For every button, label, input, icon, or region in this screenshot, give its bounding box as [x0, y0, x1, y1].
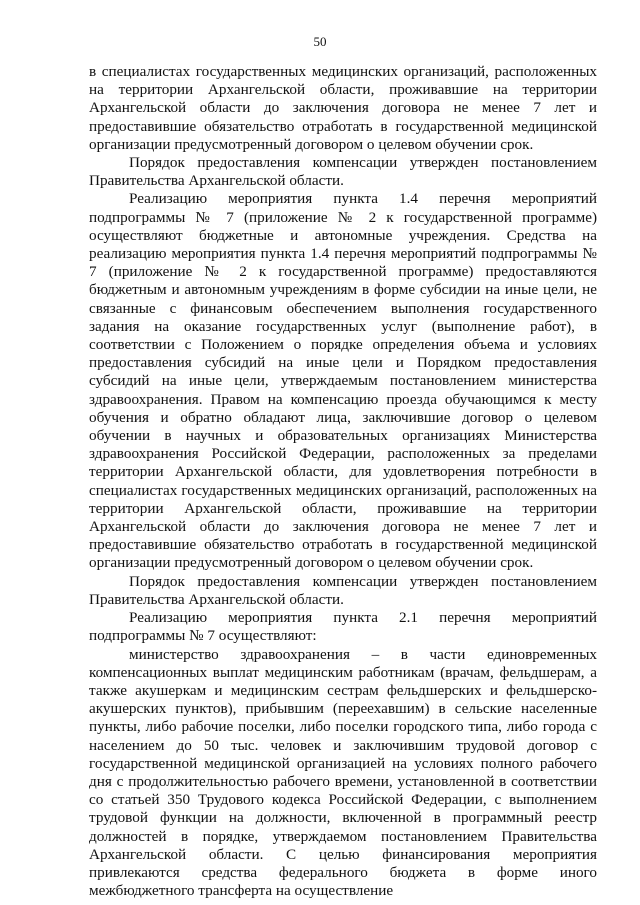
- paragraph-5: Реализацию мероприятия пункта 2.1 перечня мероприятий подпрограммы № 7 осуществляют:: [89, 609, 597, 645]
- paragraph-4: Порядок предоставления компенсации утвержден постановлением Правительства Архангельской области.: [89, 572, 597, 608]
- paragraph-6: министерство здравоохранения – в части единовременных компенсационных выплат медицинским работникам (врачам, фельдшерам, а также акушеркам и медицинским сестрам фельдшерских и фельдшерско-акушерских пунктов), прибывшим (переехавшим) в сельские населенные пункты, либо рабочие поселки, либо поселки городского типа, либо города с населением до 50 тыс. человек и заключившим трудовой договор с государственной медицинской организацией на условиях полного рабочего дня с продолжительностью рабочего времени, установленной в соответствии со статьей 350 Трудового кодекса Российской Федерации, с выполнением трудовой функции на должности, включенной в программный реестр должностей в порядке, утверждаемом постановлением Правительства Архангельской области. С целью финансирования мероприятия привлекаются средства федерального бюджета в форме иного межбюджетного трансферта на осуществление: [89, 645, 597, 900]
- body-text: [89, 63, 597, 900]
- paragraph-2: Порядок предоставления компенсации утвержден постановлением Правительства Архангельской области.: [89, 154, 597, 190]
- page-number: 50: [313, 34, 327, 49]
- paragraph-1: в специалистах государственных медицинских организаций, расположенных на территории Архангельской области, проживавшие на территории Архангельской области до заключения договора не менее 7 лет и предоставившие обязательство отработать в государственной медицинской организации предусмотренный договором о целевом обучении срок.: [89, 63, 597, 153]
- paragraph-3: Реализацию мероприятия пункта 1.4 перечня мероприятий подпрограммы № 7 (приложение № 2 к государственной программе) осуществляют бюджетные и автономные учреждения. Средства на реализацию мероприятия пункта 1.4 перечня мероприятий подпрограммы № 7 (приложение № 2 к государственной программе) предоставляются бюджетным и автономным учреждениям в форме субсидии на иные цели, не связанные с финансовым обеспечением выполнения государственного задания на оказание государственных услуг (выполнение работ), в соответствии с Положением о порядке определения объема и условиях предоставления субсидий на иные цели и Порядком предоставления субсидий на иные цели, утверждаемым постановлением министерства здравоохранения. Правом на компенсацию проезда обучающимся к месту обучения и обратно обладают лица, заключившие договор о целевом обучении в научных и образовательных организациях Министерства здравоохранения Российской Федерации, расположенных за пределами территории Архангельской области, для удовлетворения потребности в специалистах государственных медицинских организаций, расположенных на территории Архангельской области, проживавшие на территории Архангельской области до заключения договора не менее 7 лет и предоставившие обязательство отработать в государственной медицинской организации предусмотренный договором о целевом обучении срок.: [89, 190, 597, 572]
